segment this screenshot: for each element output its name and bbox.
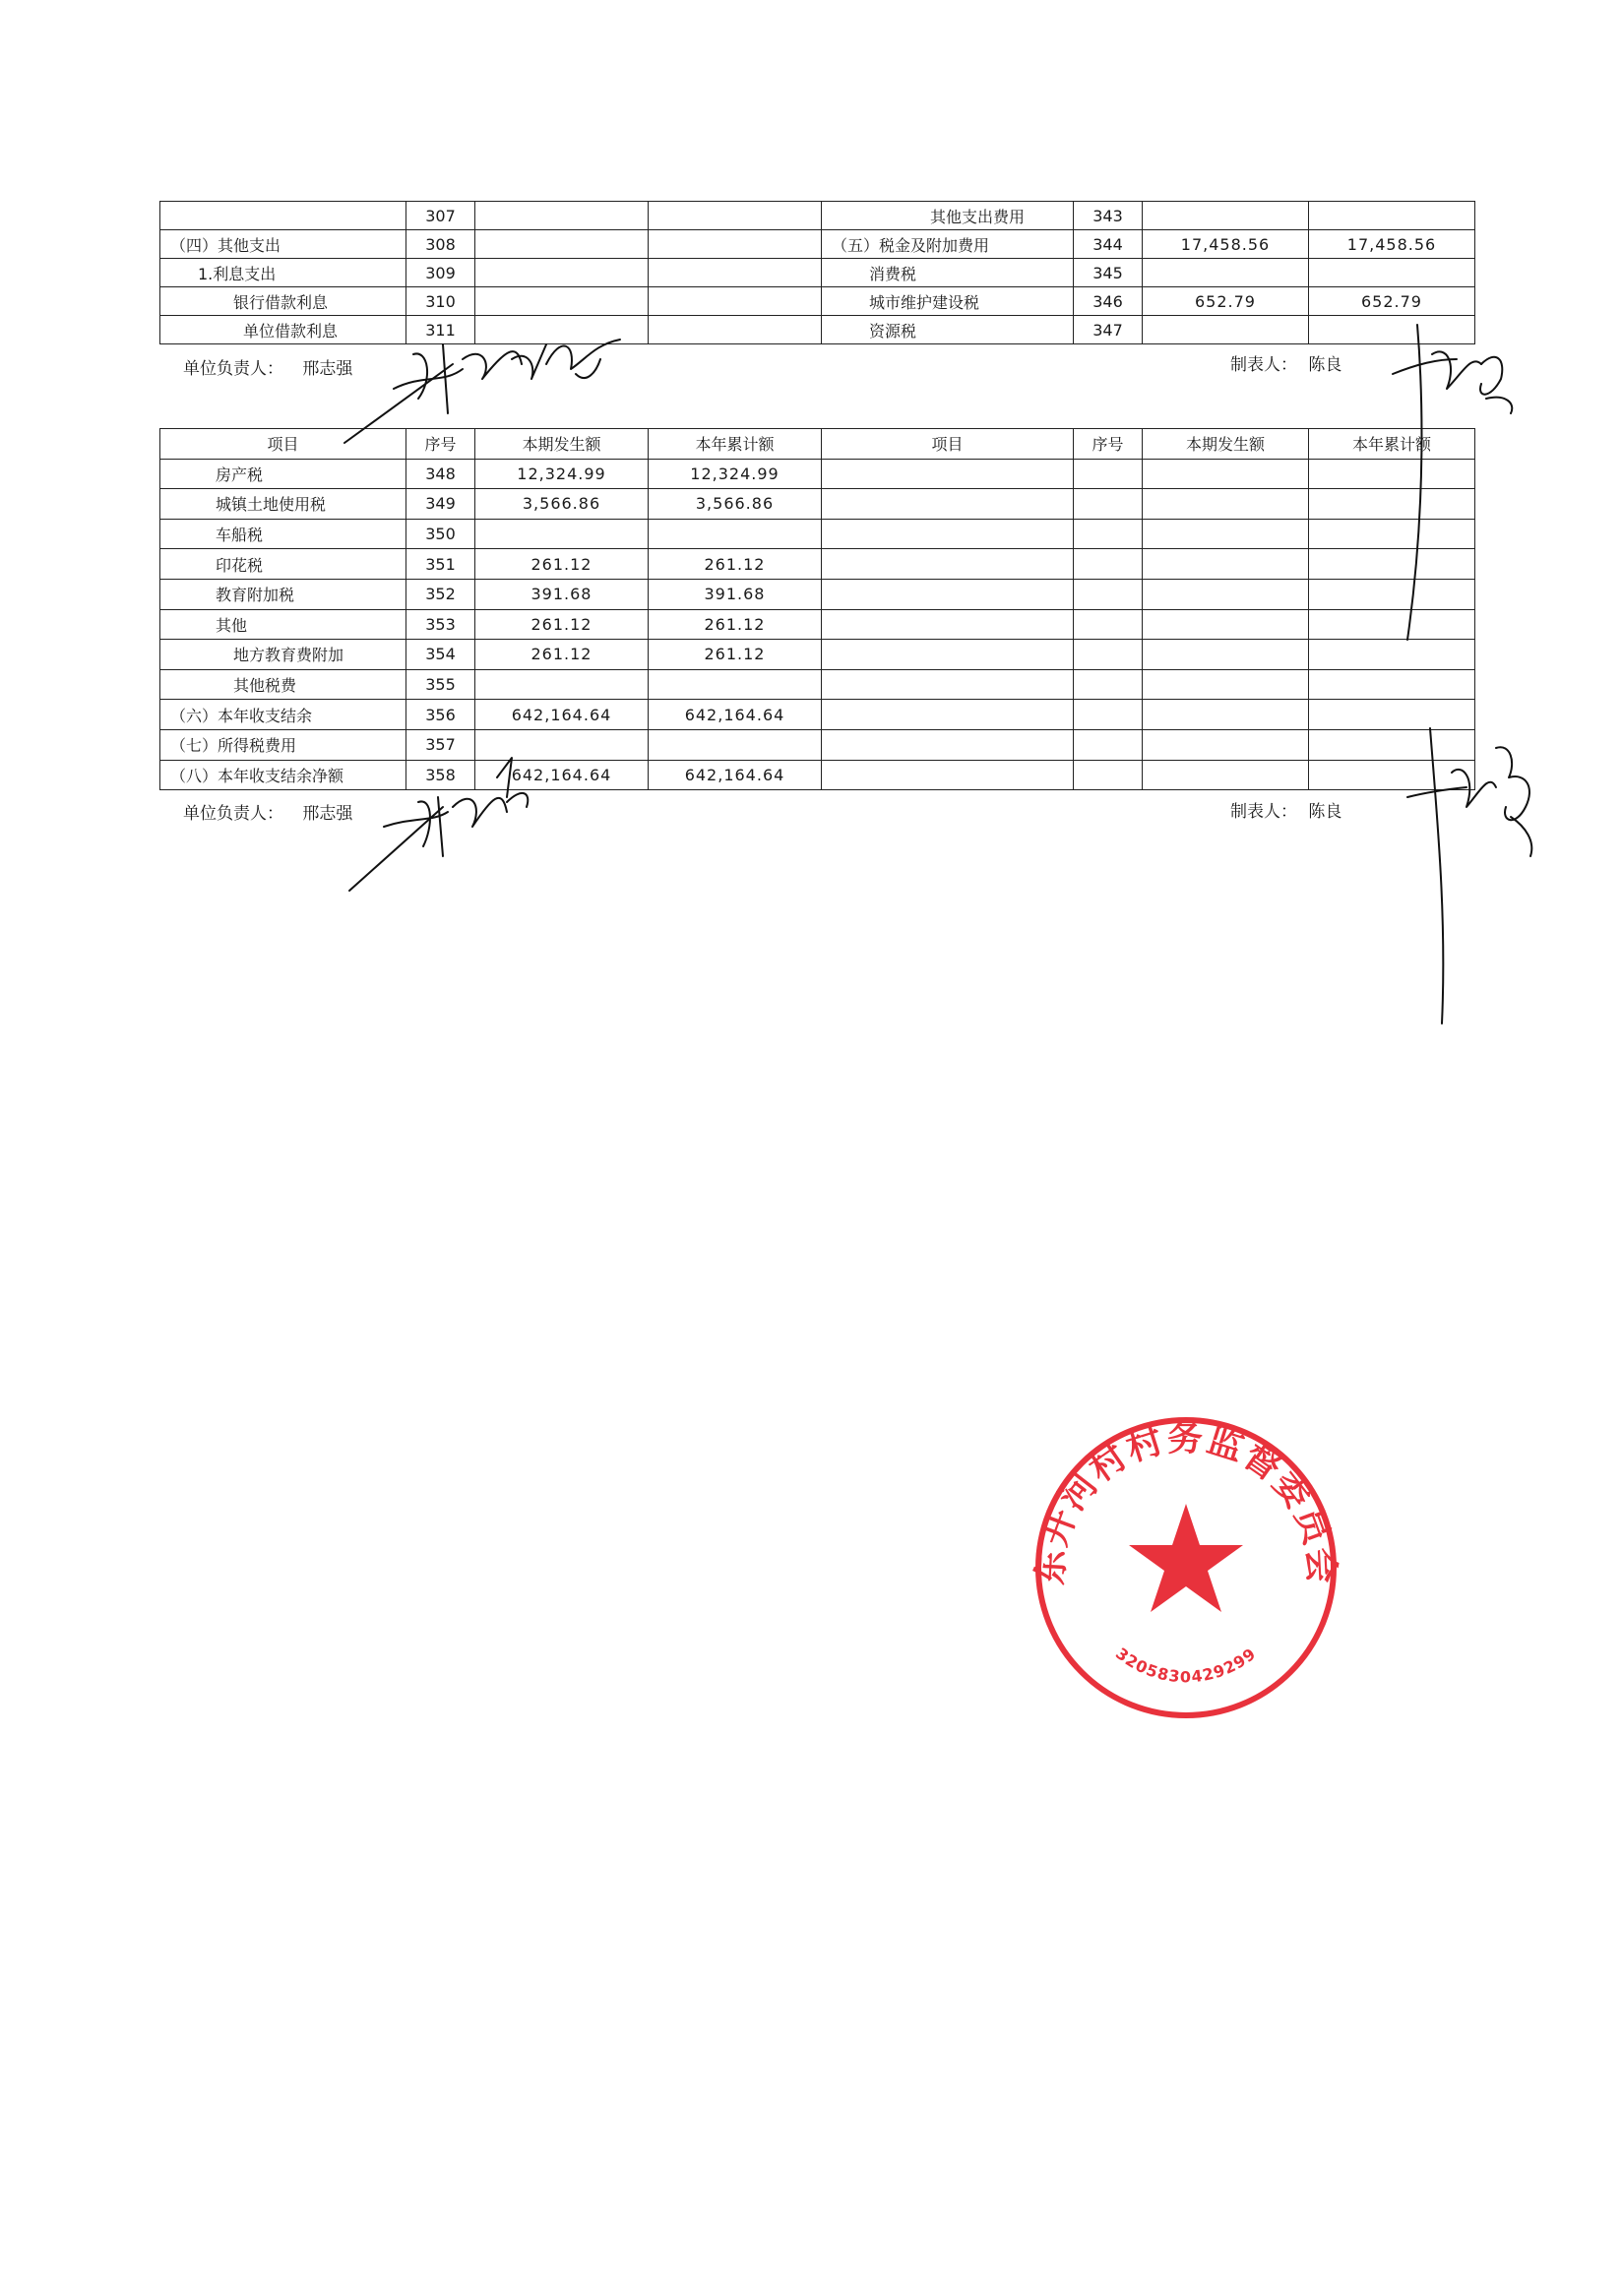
item: （八）本年收支结余净额	[160, 760, 406, 790]
col-header-ytd: 本年累计额	[649, 429, 822, 460]
left-ytd	[649, 230, 822, 259]
table-row	[160, 579, 1475, 609]
preparer-name: 陈良	[1308, 802, 1342, 822]
left-item: 单位借款利息	[160, 316, 406, 344]
leader-signature-1	[335, 305, 630, 453]
right-item: 资源税	[822, 316, 1074, 344]
right-current	[1143, 259, 1309, 287]
right-current: 652.79	[1143, 287, 1309, 316]
left-seq: 307	[406, 202, 475, 230]
current: 642,164.64	[475, 760, 649, 790]
right-seq: 347	[1074, 316, 1143, 344]
preparer-line-1	[1230, 350, 1341, 375]
left-ytd	[649, 287, 822, 316]
table-row	[160, 259, 1475, 287]
item: 房产税	[160, 459, 406, 489]
item: （七）所得税费用	[160, 729, 406, 760]
item: 其他税费	[160, 669, 406, 700]
right-ytd: 652.79	[1309, 287, 1475, 316]
ytd: 642,164.64	[649, 700, 822, 730]
seq: 356	[406, 700, 475, 730]
ytd: 12,324.99	[649, 459, 822, 489]
ytd: 642,164.64	[649, 760, 822, 790]
col-header-ytd-right: 本年累计额	[1309, 429, 1475, 460]
col-header-item: 项目	[160, 429, 406, 460]
ytd: 3,566.86	[649, 489, 822, 520]
right-current	[1143, 316, 1309, 344]
left-item: （四）其他支出	[160, 230, 406, 259]
seq: 349	[406, 489, 475, 520]
current: 261.12	[475, 549, 649, 580]
ytd	[649, 519, 822, 549]
col-header-current: 本期发生额	[475, 429, 649, 460]
item: 印花税	[160, 549, 406, 580]
left-ytd	[649, 259, 822, 287]
left-seq: 308	[406, 230, 475, 259]
item: 城镇土地使用税	[160, 489, 406, 520]
right-item: 其他支出费用	[822, 202, 1074, 230]
current: 261.12	[475, 609, 649, 640]
right-ytd	[1309, 259, 1475, 287]
col-header-seq: 序号	[406, 429, 475, 460]
right-item: （五）税金及附加费用	[822, 230, 1074, 259]
item: 地方教育费附加	[160, 640, 406, 670]
col-header-current-right: 本期发生额	[1143, 429, 1309, 460]
right-item: 消费税	[822, 259, 1074, 287]
seq: 350	[406, 519, 475, 549]
right-ytd: 17,458.56	[1309, 230, 1475, 259]
preparer-signature-1	[1388, 305, 1535, 659]
left-ytd	[649, 316, 822, 344]
right-item: 城市维护建设税	[822, 287, 1074, 316]
item: （六）本年收支结余	[160, 700, 406, 730]
seal-star-icon	[1129, 1504, 1243, 1612]
ytd	[649, 669, 822, 700]
seq: 353	[406, 609, 475, 640]
seal-title: 东开河村村务监督委员会	[1029, 1417, 1342, 1586]
leader-line-1	[183, 354, 352, 379]
official-seal	[1024, 1405, 1348, 1730]
right-seq: 345	[1074, 259, 1143, 287]
current: 391.68	[475, 579, 649, 609]
preparer-label: 制表人：	[1230, 355, 1297, 375]
right-seq: 344	[1074, 230, 1143, 259]
right-ytd	[1309, 202, 1475, 230]
seq: 357	[406, 729, 475, 760]
ytd: 261.12	[649, 609, 822, 640]
table-row	[160, 640, 1475, 670]
item: 教育附加税	[160, 579, 406, 609]
table-row	[160, 519, 1475, 549]
leader-signature-2	[335, 748, 561, 896]
left-current	[475, 202, 649, 230]
leader-name: 邢志强	[302, 359, 353, 379]
ytd: 261.12	[649, 549, 822, 580]
seq: 351	[406, 549, 475, 580]
item: 车船税	[160, 519, 406, 549]
table-row	[160, 549, 1475, 580]
seq: 355	[406, 669, 475, 700]
left-item	[160, 202, 406, 230]
preparer-name: 陈良	[1308, 355, 1342, 375]
current: 261.12	[475, 640, 649, 670]
col-header-item-right: 项目	[822, 429, 1074, 460]
table-row	[160, 489, 1475, 520]
table-row	[160, 609, 1475, 640]
item: 其他	[160, 609, 406, 640]
seq: 354	[406, 640, 475, 670]
current: 642,164.64	[475, 700, 649, 730]
left-seq: 310	[406, 287, 475, 316]
left-ytd	[649, 202, 822, 230]
seal-number: 3205830429299	[1112, 1644, 1260, 1687]
table-row	[160, 202, 1475, 230]
ytd: 261.12	[649, 640, 822, 670]
current: 12,324.99	[475, 459, 649, 489]
leader-line-2	[183, 799, 352, 824]
left-item: 银行借款利息	[160, 287, 406, 316]
col-header-seq-right: 序号	[1074, 429, 1143, 460]
left-item: 1.利息支出	[160, 259, 406, 287]
seq: 348	[406, 459, 475, 489]
left-current	[475, 259, 649, 287]
table-row	[160, 700, 1475, 730]
right-seq: 343	[1074, 202, 1143, 230]
seq: 352	[406, 579, 475, 609]
current	[475, 519, 649, 549]
right-current	[1143, 202, 1309, 230]
current: 3,566.86	[475, 489, 649, 520]
leader-label: 单位负责人：	[183, 359, 283, 379]
seq: 358	[406, 760, 475, 790]
preparer-line-2	[1230, 797, 1341, 822]
ytd: 391.68	[649, 579, 822, 609]
left-seq: 311	[406, 316, 475, 344]
right-seq: 346	[1074, 287, 1143, 316]
table-row	[160, 459, 1475, 489]
bottom-table	[159, 428, 1475, 790]
leader-name: 邢志强	[302, 804, 353, 824]
left-current	[475, 230, 649, 259]
preparer-label: 制表人：	[1230, 802, 1297, 822]
ytd	[649, 729, 822, 760]
preparer-signature-2	[1403, 718, 1550, 1033]
right-current: 17,458.56	[1143, 230, 1309, 259]
leader-label: 单位负责人：	[183, 804, 283, 824]
table-row	[160, 669, 1475, 700]
table-row	[160, 230, 1475, 259]
current	[475, 669, 649, 700]
left-seq: 309	[406, 259, 475, 287]
